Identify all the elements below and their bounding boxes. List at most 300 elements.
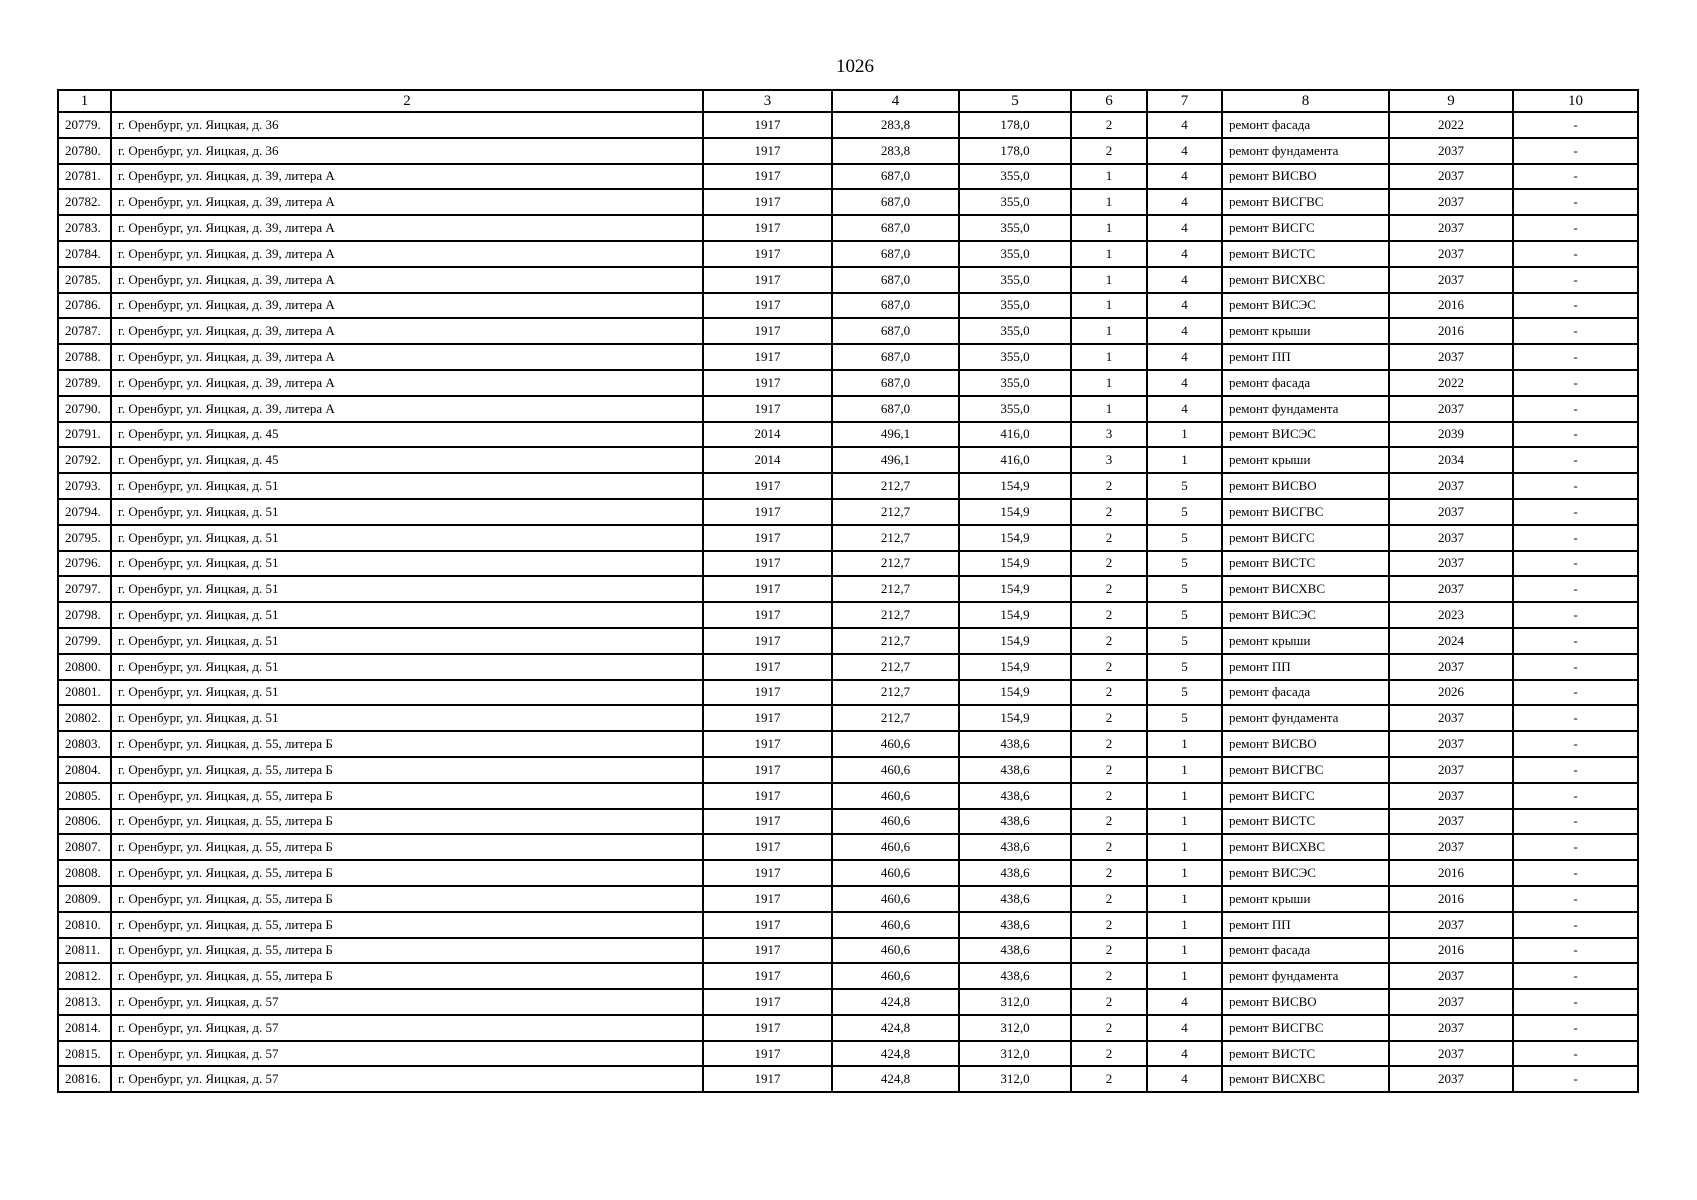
cell-total-area: 460,6: [832, 912, 959, 938]
cell-entrances: 4: [1147, 138, 1222, 164]
cell-total-area: 460,6: [832, 783, 959, 809]
cell-work-type: ремонт фундамента: [1222, 396, 1389, 422]
cell-address: г. Оренбург, ул. Яицкая, д. 55, литера Б: [111, 963, 703, 989]
cell-entrances: 1: [1147, 809, 1222, 835]
cell-row-number: 20790.: [58, 396, 111, 422]
cell-address: г. Оренбург, ул. Яицкая, д. 57: [111, 1041, 703, 1067]
cell-build-year: 1917: [703, 344, 832, 370]
cell-work-type: ремонт ВИСТС: [1222, 241, 1389, 267]
cell-entrances: 1: [1147, 757, 1222, 783]
cell-living-area: 438,6: [959, 757, 1071, 783]
cell-build-year: 1917: [703, 1041, 832, 1067]
table-body: [58, 112, 1638, 1092]
cell-build-year: 1917: [703, 989, 832, 1015]
cell-build-year: 1917: [703, 499, 832, 525]
cell-build-year: 1917: [703, 396, 832, 422]
table-row: [58, 576, 1638, 602]
cell-work-type: ремонт ВИСЭС: [1222, 422, 1389, 448]
cell-entrances: 5: [1147, 680, 1222, 706]
cell-cost: -: [1513, 628, 1638, 654]
cell-build-year: 1917: [703, 912, 832, 938]
cell-address: г. Оренбург, ул. Яицкая, д. 51: [111, 628, 703, 654]
cell-cost: -: [1513, 422, 1638, 448]
cell-floors: 1: [1071, 344, 1147, 370]
cell-floors: 3: [1071, 422, 1147, 448]
cell-row-number: 20802.: [58, 705, 111, 731]
cell-address: г. Оренбург, ул. Яицкая, д. 55, литера Б: [111, 860, 703, 886]
cell-cost: -: [1513, 525, 1638, 551]
cell-cost: -: [1513, 860, 1638, 886]
cell-row-number: 20806.: [58, 809, 111, 835]
cell-entrances: 1: [1147, 860, 1222, 886]
cell-build-year: 1917: [703, 370, 832, 396]
cell-row-number: 20780.: [58, 138, 111, 164]
cell-row-number: 20811.: [58, 938, 111, 964]
cell-total-area: 460,6: [832, 809, 959, 835]
cell-entrances: 1: [1147, 912, 1222, 938]
cell-planned-year: 2022: [1389, 112, 1513, 138]
cell-entrances: 5: [1147, 576, 1222, 602]
cell-total-area: 212,7: [832, 680, 959, 706]
cell-floors: 2: [1071, 138, 1147, 164]
cell-floors: 2: [1071, 963, 1147, 989]
cell-address: г. Оренбург, ул. Яицкая, д. 39, литера А: [111, 267, 703, 293]
cell-planned-year: 2037: [1389, 705, 1513, 731]
table-row: [58, 1041, 1638, 1067]
cell-floors: 2: [1071, 654, 1147, 680]
cell-build-year: 2014: [703, 422, 832, 448]
cell-entrances: 4: [1147, 989, 1222, 1015]
cell-living-area: 438,6: [959, 731, 1071, 757]
cell-living-area: 438,6: [959, 886, 1071, 912]
cell-cost: -: [1513, 757, 1638, 783]
table-row: [58, 473, 1638, 499]
cell-living-area: 438,6: [959, 963, 1071, 989]
cell-work-type: ремонт ВИСЭС: [1222, 293, 1389, 319]
cell-total-area: 496,1: [832, 447, 959, 473]
cell-work-type: ремонт ВИСХВС: [1222, 834, 1389, 860]
cell-address: г. Оренбург, ул. Яицкая, д. 55, литера Б: [111, 912, 703, 938]
table-row: [58, 654, 1638, 680]
cell-entrances: 4: [1147, 164, 1222, 190]
cell-total-area: 687,0: [832, 370, 959, 396]
cell-planned-year: 2037: [1389, 834, 1513, 860]
cell-row-number: 20804.: [58, 757, 111, 783]
cell-build-year: 1917: [703, 164, 832, 190]
cell-total-area: 460,6: [832, 963, 959, 989]
cell-planned-year: 2037: [1389, 1015, 1513, 1041]
cell-build-year: 1917: [703, 241, 832, 267]
cell-build-year: 1917: [703, 138, 832, 164]
cell-build-year: 1917: [703, 938, 832, 964]
cell-row-number: 20808.: [58, 860, 111, 886]
cell-cost: -: [1513, 912, 1638, 938]
cell-planned-year: 2037: [1389, 963, 1513, 989]
cell-address: г. Оренбург, ул. Яицкая, д. 39, литера А: [111, 164, 703, 190]
cell-work-type: ремонт фасада: [1222, 680, 1389, 706]
cell-total-area: 460,6: [832, 834, 959, 860]
cell-build-year: 1917: [703, 834, 832, 860]
cell-cost: -: [1513, 551, 1638, 577]
cell-cost: -: [1513, 963, 1638, 989]
cell-cost: -: [1513, 164, 1638, 190]
cell-planned-year: 2034: [1389, 447, 1513, 473]
cell-entrances: 4: [1147, 1066, 1222, 1092]
cell-floors: 1: [1071, 267, 1147, 293]
cell-living-area: 438,6: [959, 809, 1071, 835]
cell-work-type: ремонт ВИСТС: [1222, 551, 1389, 577]
cell-living-area: 355,0: [959, 164, 1071, 190]
cell-row-number: 20801.: [58, 680, 111, 706]
cell-floors: 2: [1071, 112, 1147, 138]
cell-cost: -: [1513, 499, 1638, 525]
cell-living-area: 355,0: [959, 370, 1071, 396]
cell-total-area: 687,0: [832, 344, 959, 370]
cell-planned-year: 2026: [1389, 680, 1513, 706]
cell-build-year: 1917: [703, 628, 832, 654]
cell-row-number: 20786.: [58, 293, 111, 319]
cell-entrances: 4: [1147, 318, 1222, 344]
cell-build-year: 1917: [703, 551, 832, 577]
cell-cost: -: [1513, 370, 1638, 396]
table-row: [58, 499, 1638, 525]
cell-entrances: 1: [1147, 783, 1222, 809]
cell-work-type: ремонт фундамента: [1222, 705, 1389, 731]
cell-entrances: 1: [1147, 447, 1222, 473]
cell-cost: -: [1513, 680, 1638, 706]
cell-cost: -: [1513, 809, 1638, 835]
cell-living-area: 355,0: [959, 267, 1071, 293]
cell-row-number: 20779.: [58, 112, 111, 138]
cell-floors: 2: [1071, 525, 1147, 551]
cell-row-number: 20784.: [58, 241, 111, 267]
cell-living-area: 154,9: [959, 705, 1071, 731]
cell-address: г. Оренбург, ул. Яицкая, д. 45: [111, 422, 703, 448]
table-row: [58, 164, 1638, 190]
cell-entrances: 4: [1147, 344, 1222, 370]
cell-total-area: 283,8: [832, 112, 959, 138]
cell-work-type: ремонт ВИСВО: [1222, 731, 1389, 757]
cell-living-area: 416,0: [959, 422, 1071, 448]
cell-work-type: ремонт крыши: [1222, 628, 1389, 654]
cell-work-type: ремонт ВИСХВС: [1222, 576, 1389, 602]
cell-entrances: 5: [1147, 473, 1222, 499]
cell-entrances: 4: [1147, 1041, 1222, 1067]
cell-planned-year: 2037: [1389, 473, 1513, 499]
cell-cost: -: [1513, 783, 1638, 809]
cell-floors: 2: [1071, 1041, 1147, 1067]
header-row: [58, 90, 1638, 112]
cell-total-area: 424,8: [832, 989, 959, 1015]
cell-total-area: 687,0: [832, 215, 959, 241]
cell-floors: 2: [1071, 783, 1147, 809]
cell-living-area: 154,9: [959, 654, 1071, 680]
cell-address: г. Оренбург, ул. Яицкая, д. 51: [111, 551, 703, 577]
cell-work-type: ремонт крыши: [1222, 447, 1389, 473]
cell-work-type: ремонт ВИСВО: [1222, 164, 1389, 190]
cell-cost: -: [1513, 189, 1638, 215]
cell-living-area: 355,0: [959, 215, 1071, 241]
cell-planned-year: 2037: [1389, 989, 1513, 1015]
table-row: [58, 189, 1638, 215]
cell-total-area: 212,7: [832, 473, 959, 499]
cell-address: г. Оренбург, ул. Яицкая, д. 57: [111, 989, 703, 1015]
cell-living-area: 312,0: [959, 1041, 1071, 1067]
table-row: [58, 525, 1638, 551]
cell-row-number: 20782.: [58, 189, 111, 215]
cell-living-area: 438,6: [959, 834, 1071, 860]
cell-cost: -: [1513, 241, 1638, 267]
cell-planned-year: 2023: [1389, 602, 1513, 628]
column-header: 10: [1513, 90, 1638, 112]
cell-floors: 2: [1071, 989, 1147, 1015]
cell-work-type: ремонт ВИСЭС: [1222, 860, 1389, 886]
cell-address: г. Оренбург, ул. Яицкая, д. 55, литера Б: [111, 834, 703, 860]
cell-work-type: ремонт ВИСГВС: [1222, 189, 1389, 215]
cell-entrances: 4: [1147, 293, 1222, 319]
column-header: 9: [1389, 90, 1513, 112]
table-row: [58, 705, 1638, 731]
cell-address: г. Оренбург, ул. Яицкая, д. 55, литера Б: [111, 886, 703, 912]
cell-planned-year: 2037: [1389, 344, 1513, 370]
cell-address: г. Оренбург, ул. Яицкая, д. 36: [111, 112, 703, 138]
cell-build-year: 1917: [703, 1015, 832, 1041]
cell-living-area: 154,9: [959, 602, 1071, 628]
cell-total-area: 460,6: [832, 860, 959, 886]
cell-row-number: 20796.: [58, 551, 111, 577]
cell-address: г. Оренбург, ул. Яицкая, д. 51: [111, 654, 703, 680]
cell-build-year: 1917: [703, 576, 832, 602]
cell-address: г. Оренбург, ул. Яицкая, д. 55, литера Б: [111, 783, 703, 809]
cell-work-type: ремонт ВИСГВС: [1222, 757, 1389, 783]
cell-address: г. Оренбург, ул. Яицкая, д. 39, литера А: [111, 318, 703, 344]
table-row: [58, 628, 1638, 654]
table-row: [58, 834, 1638, 860]
cell-living-area: 438,6: [959, 912, 1071, 938]
cell-build-year: 1917: [703, 112, 832, 138]
table-row: [58, 809, 1638, 835]
cell-planned-year: 2037: [1389, 731, 1513, 757]
table-row: [58, 318, 1638, 344]
cell-planned-year: 2016: [1389, 860, 1513, 886]
cell-floors: 2: [1071, 576, 1147, 602]
cell-entrances: 5: [1147, 705, 1222, 731]
cell-row-number: 20813.: [58, 989, 111, 1015]
cell-living-area: 154,9: [959, 551, 1071, 577]
cell-work-type: ремонт фасада: [1222, 938, 1389, 964]
cell-entrances: 1: [1147, 422, 1222, 448]
cell-floors: 2: [1071, 680, 1147, 706]
cell-planned-year: 2037: [1389, 576, 1513, 602]
table-row: [58, 860, 1638, 886]
cell-cost: -: [1513, 1041, 1638, 1067]
cell-living-area: 154,9: [959, 628, 1071, 654]
cell-living-area: 312,0: [959, 1015, 1071, 1041]
cell-cost: -: [1513, 318, 1638, 344]
cell-total-area: 460,6: [832, 757, 959, 783]
cell-planned-year: 2016: [1389, 938, 1513, 964]
cell-entrances: 4: [1147, 1015, 1222, 1041]
cell-floors: 2: [1071, 628, 1147, 654]
cell-address: г. Оренбург, ул. Яицкая, д. 39, литера А: [111, 189, 703, 215]
cell-total-area: 687,0: [832, 396, 959, 422]
table-row: [58, 215, 1638, 241]
cell-row-number: 20805.: [58, 783, 111, 809]
cell-floors: 1: [1071, 370, 1147, 396]
cell-floors: 2: [1071, 551, 1147, 577]
cell-total-area: 283,8: [832, 138, 959, 164]
cell-build-year: 1917: [703, 602, 832, 628]
cell-floors: 1: [1071, 396, 1147, 422]
cell-work-type: ремонт ВИСХВС: [1222, 267, 1389, 293]
column-header: 1: [58, 90, 111, 112]
cell-living-area: 438,6: [959, 860, 1071, 886]
cell-row-number: 20791.: [58, 422, 111, 448]
cell-planned-year: 2037: [1389, 654, 1513, 680]
cell-cost: -: [1513, 215, 1638, 241]
cell-floors: 2: [1071, 731, 1147, 757]
table-row: [58, 938, 1638, 964]
cell-address: г. Оренбург, ул. Яицкая, д. 39, литера А: [111, 396, 703, 422]
cell-row-number: 20783.: [58, 215, 111, 241]
cell-floors: 2: [1071, 757, 1147, 783]
cell-address: г. Оренбург, ул. Яицкая, д. 51: [111, 576, 703, 602]
cell-address: г. Оренбург, ул. Яицкая, д. 55, литера Б: [111, 757, 703, 783]
cell-build-year: 1917: [703, 1066, 832, 1092]
cell-total-area: 212,7: [832, 551, 959, 577]
cell-build-year: 1917: [703, 886, 832, 912]
cell-entrances: 1: [1147, 886, 1222, 912]
cell-work-type: ремонт ПП: [1222, 654, 1389, 680]
table-row: [58, 989, 1638, 1015]
cell-living-area: 438,6: [959, 783, 1071, 809]
cell-total-area: 212,7: [832, 628, 959, 654]
cell-planned-year: 2037: [1389, 809, 1513, 835]
cell-living-area: 154,9: [959, 525, 1071, 551]
cell-floors: 2: [1071, 602, 1147, 628]
cell-living-area: 154,9: [959, 499, 1071, 525]
cell-living-area: 355,0: [959, 396, 1071, 422]
column-header: 8: [1222, 90, 1389, 112]
cell-living-area: 416,0: [959, 447, 1071, 473]
table-row: [58, 602, 1638, 628]
cell-build-year: 2014: [703, 447, 832, 473]
table-row: [58, 293, 1638, 319]
cell-row-number: 20810.: [58, 912, 111, 938]
cell-entrances: 1: [1147, 834, 1222, 860]
cell-cost: -: [1513, 989, 1638, 1015]
cell-build-year: 1917: [703, 963, 832, 989]
cell-work-type: ремонт фундамента: [1222, 138, 1389, 164]
table-row: [58, 422, 1638, 448]
cell-build-year: 1917: [703, 267, 832, 293]
cell-work-type: ремонт ВИСТС: [1222, 809, 1389, 835]
cell-entrances: 5: [1147, 602, 1222, 628]
cell-address: г. Оренбург, ул. Яицкая, д. 39, литера А: [111, 241, 703, 267]
cell-planned-year: 2037: [1389, 396, 1513, 422]
cell-address: г. Оренбург, ул. Яицкая, д. 51: [111, 499, 703, 525]
cell-entrances: 1: [1147, 938, 1222, 964]
column-header: 3: [703, 90, 832, 112]
cell-build-year: 1917: [703, 293, 832, 319]
cell-planned-year: 2037: [1389, 783, 1513, 809]
cell-living-area: 355,0: [959, 344, 1071, 370]
table-row: [58, 886, 1638, 912]
cell-build-year: 1917: [703, 680, 832, 706]
cell-work-type: ремонт крыши: [1222, 886, 1389, 912]
cell-entrances: 5: [1147, 499, 1222, 525]
cell-row-number: 20793.: [58, 473, 111, 499]
column-header: 6: [1071, 90, 1147, 112]
cell-planned-year: 2037: [1389, 189, 1513, 215]
cell-floors: 2: [1071, 1015, 1147, 1041]
cell-planned-year: 2037: [1389, 241, 1513, 267]
cell-cost: -: [1513, 344, 1638, 370]
cell-row-number: 20798.: [58, 602, 111, 628]
cell-row-number: 20792.: [58, 447, 111, 473]
cell-address: г. Оренбург, ул. Яицкая, д. 45: [111, 447, 703, 473]
cell-planned-year: 2037: [1389, 215, 1513, 241]
cell-planned-year: 2037: [1389, 138, 1513, 164]
cell-address: г. Оренбург, ул. Яицкая, д. 57: [111, 1066, 703, 1092]
cell-build-year: 1917: [703, 189, 832, 215]
cell-floors: 1: [1071, 318, 1147, 344]
cell-row-number: 20789.: [58, 370, 111, 396]
cell-row-number: 20812.: [58, 963, 111, 989]
cell-floors: 2: [1071, 499, 1147, 525]
cell-row-number: 20794.: [58, 499, 111, 525]
table-row: [58, 783, 1638, 809]
cell-build-year: 1917: [703, 318, 832, 344]
cell-cost: -: [1513, 1015, 1638, 1041]
cell-build-year: 1917: [703, 215, 832, 241]
cell-build-year: 1917: [703, 473, 832, 499]
cell-cost: -: [1513, 447, 1638, 473]
cell-total-area: 460,6: [832, 938, 959, 964]
cell-living-area: 355,0: [959, 293, 1071, 319]
cell-cost: -: [1513, 473, 1638, 499]
cell-living-area: 178,0: [959, 138, 1071, 164]
cell-living-area: 355,0: [959, 189, 1071, 215]
cell-address: г. Оренбург, ул. Яицкая, д. 51: [111, 680, 703, 706]
table-row: [58, 370, 1638, 396]
cell-floors: 1: [1071, 215, 1147, 241]
cell-total-area: 687,0: [832, 164, 959, 190]
cell-floors: 3: [1071, 447, 1147, 473]
cell-total-area: 424,8: [832, 1015, 959, 1041]
cell-planned-year: 2037: [1389, 499, 1513, 525]
cell-row-number: 20787.: [58, 318, 111, 344]
cell-entrances: 5: [1147, 628, 1222, 654]
cell-total-area: 212,7: [832, 654, 959, 680]
cell-cost: -: [1513, 938, 1638, 964]
cell-address: г. Оренбург, ул. Яицкая, д. 39, литера А: [111, 370, 703, 396]
cell-address: г. Оренбург, ул. Яицкая, д. 39, литера А: [111, 293, 703, 319]
page-number: 1026: [836, 56, 874, 77]
cell-total-area: 212,7: [832, 499, 959, 525]
cell-floors: 1: [1071, 189, 1147, 215]
cell-work-type: ремонт ВИСВО: [1222, 989, 1389, 1015]
table-row: [58, 447, 1638, 473]
cell-row-number: 20785.: [58, 267, 111, 293]
cell-address: г. Оренбург, ул. Яицкая, д. 55, литера Б: [111, 809, 703, 835]
cell-planned-year: 2037: [1389, 525, 1513, 551]
cell-planned-year: 2039: [1389, 422, 1513, 448]
cell-floors: 2: [1071, 473, 1147, 499]
cell-floors: 2: [1071, 705, 1147, 731]
registry-table: [57, 89, 1639, 1093]
cell-floors: 2: [1071, 912, 1147, 938]
